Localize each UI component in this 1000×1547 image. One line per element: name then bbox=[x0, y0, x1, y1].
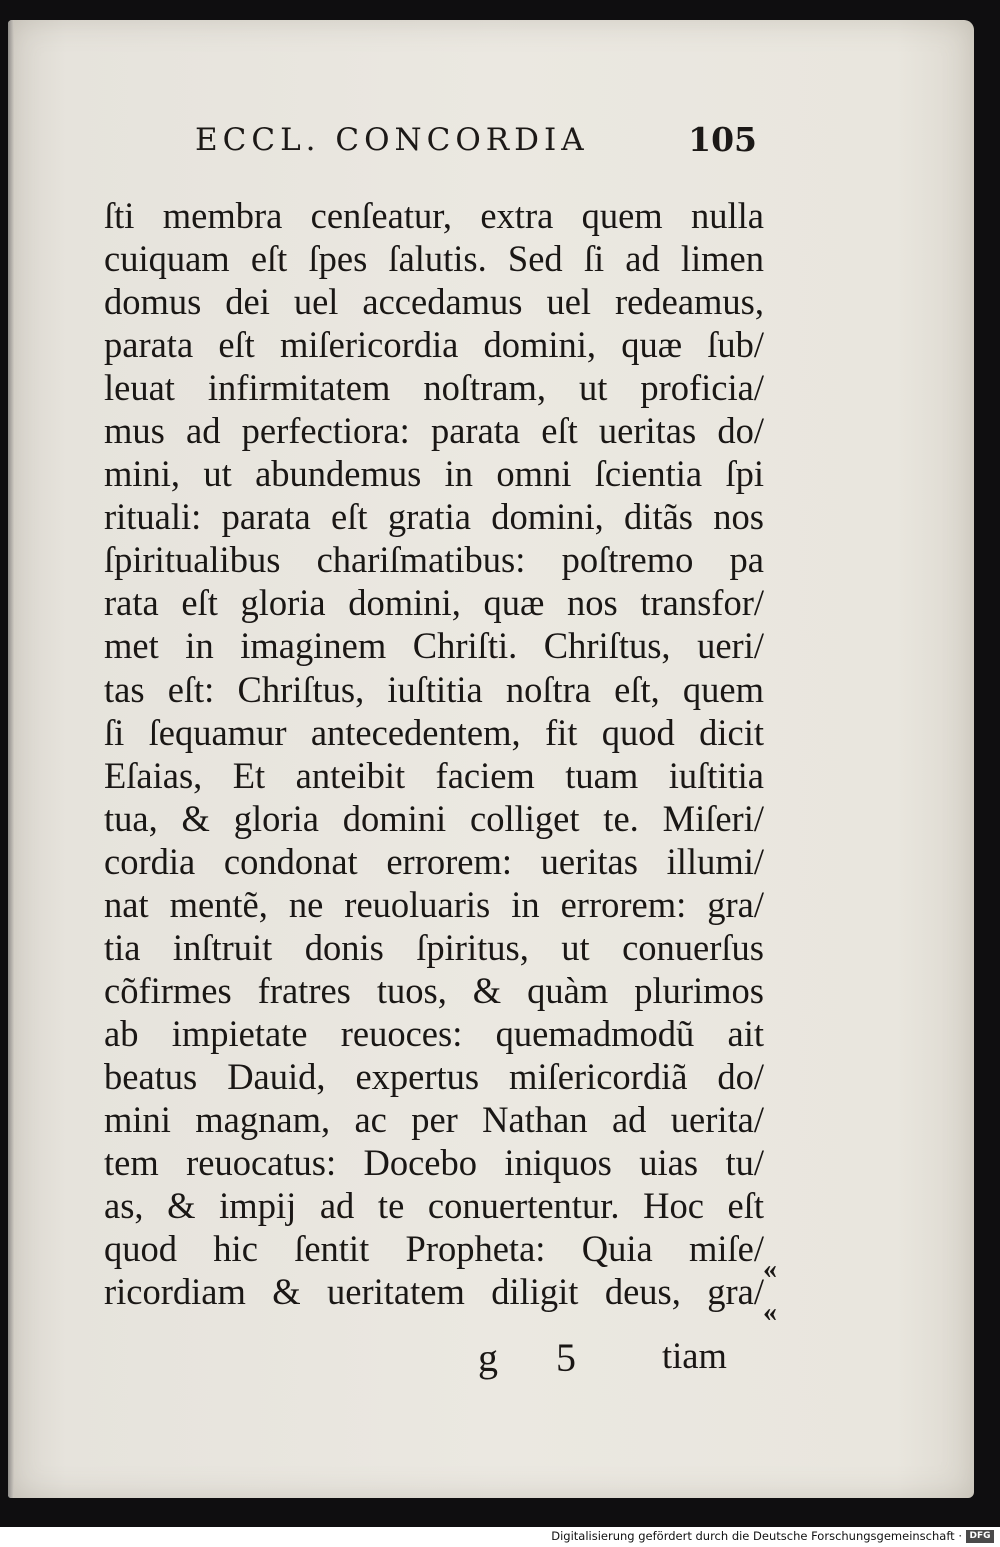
text-line: rata eſt gloria domini, quæ nos transfor/ bbox=[104, 582, 764, 624]
text-line: ſti membra cenſeatur, extra quem nulla bbox=[104, 195, 764, 236]
page-gutter-edge bbox=[8, 20, 14, 1498]
text-line: quod hic ſentit Propheta: Quia miſe/ bbox=[104, 1228, 764, 1270]
text-line: nat mentẽ, ne reuoluaris in errorem: gra/ bbox=[104, 883, 764, 925]
running-head bbox=[195, 118, 765, 168]
text-line: tia inſtruit donis ſpiritus, ut conuerſus bbox=[104, 926, 764, 968]
body-text bbox=[104, 194, 764, 1313]
page-number: 105 bbox=[688, 120, 757, 159]
text-line: as, & impij ad te conuertentur. Hoc eſt bbox=[104, 1185, 764, 1227]
text-line: cõfirmes fratres tuos, & quàm plurimos bbox=[104, 969, 764, 1011]
text-line: parata eſt miſericordia domini, quæ ſub/ bbox=[104, 324, 764, 366]
text-line: mus ad perfectiora: parata eſt ueritas do/ bbox=[104, 410, 764, 452]
signature-mark: g 5 bbox=[478, 1335, 600, 1380]
text-line: ab impietate reuoces: quemadmodũ ait bbox=[104, 1012, 764, 1054]
dfg-logo: DFG bbox=[966, 1530, 994, 1543]
funding-credit: Digitalisierung gefördert durch die Deutsche Forschungsgemeinschaft · bbox=[551, 1529, 962, 1543]
text-line: tua, & gloria domini colliget te. Miſeri/ bbox=[104, 797, 764, 839]
text-line: mini, ut abundemus in omni ſcientia ſpi bbox=[104, 453, 764, 495]
text-line: leuat infirmitatem noſtram, ut proficia/ bbox=[104, 367, 764, 409]
signature-line bbox=[470, 1332, 770, 1382]
footer-bar bbox=[0, 1527, 1000, 1547]
margin-mark: « bbox=[763, 1297, 777, 1328]
text-line: Eſaias, Et anteibit faciem tuam iuſtitia bbox=[104, 754, 764, 796]
margin-quotation-marks bbox=[763, 1248, 791, 1334]
text-line: rituali: parata eſt gratia domini, ditãs nos bbox=[104, 496, 764, 538]
text-line: beatus Dauid, expertus miſericordiã do/ bbox=[104, 1055, 764, 1097]
text-line: domus dei uel accedamus uel redeamus, bbox=[104, 281, 764, 323]
text-line: mini magnam, ac per Nathan ad uerita/ bbox=[104, 1098, 764, 1140]
text-line: ricordiam & ueritatem diligit deus, gra/ bbox=[104, 1271, 764, 1313]
text-line: ſi ſequamur antecedentem, fit quod dicit bbox=[104, 711, 764, 753]
text-line: met in imaginem Chriſti. Chriſtus, ueri/ bbox=[104, 625, 764, 667]
text-line: tas eſt: Chriſtus, iuſtitia noſtra eſt, quem bbox=[104, 668, 764, 710]
text-line: tem reuocatus: Docebo iniquos uias tu/ bbox=[104, 1142, 764, 1184]
text-line: cordia condonat errorem: ueritas illumi/ bbox=[104, 840, 764, 882]
running-title: ECCL. CONCORDIA bbox=[195, 122, 589, 158]
text-line: cuiquam eſt ſpes ſalutis. Sed ſi ad limen bbox=[104, 238, 764, 280]
margin-mark: « bbox=[763, 1254, 777, 1285]
catchword: tiam bbox=[662, 1335, 727, 1376]
text-line: ſpiritualibus chariſmatibus: poſtremo pa bbox=[104, 539, 764, 581]
